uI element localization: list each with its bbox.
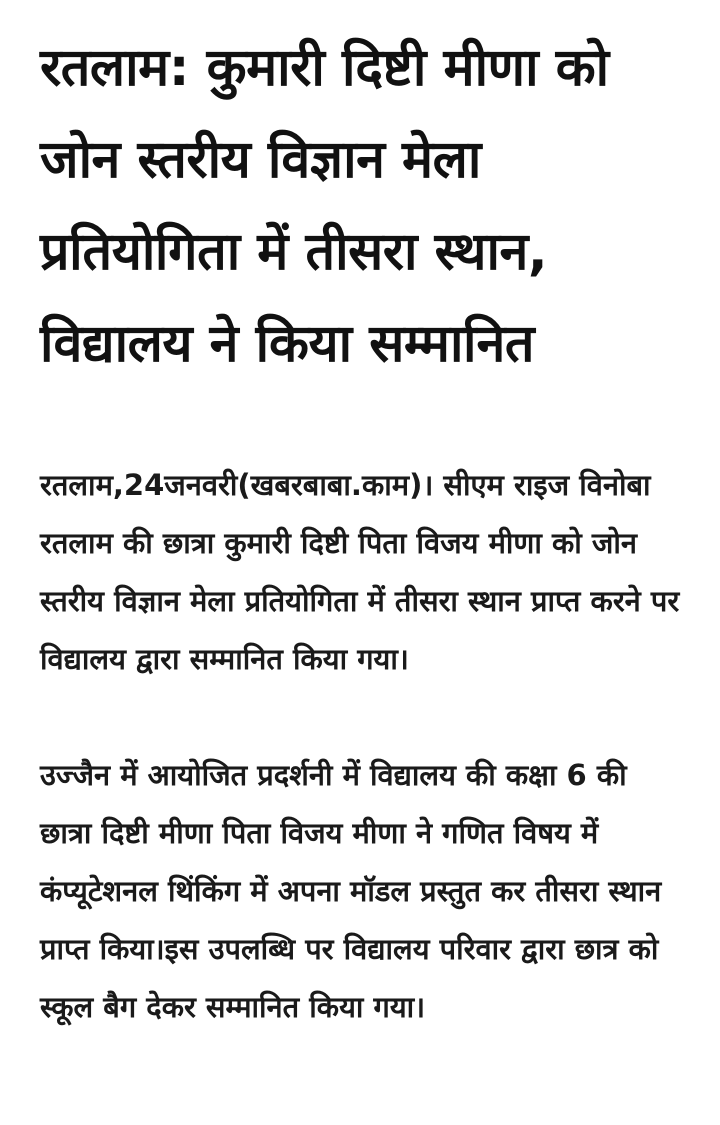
article-headline: रतलाम: कुमारी दिष्टी मीणा को जोन स्तरीय विज्ञान मेला प्रतियोगिता में तीसरा स्थान, विद्यालय ने किया सम्मानित — [40, 38, 609, 374]
article-paragraph-2: उज्जैन में आयोजित प्रदर्शनी में विद्यालय की कक्षा 6 की छात्रा दिष्टी मीणा पिता विजय मीणा ने गणित विषय में कंप्यूटेशनल थिंकिंग में अपना मॉडल प्रस्तुत कर तीसरा स्थान प्राप्त किया।इस उपलब्धि पर विद्यालय परिवार द्वारा छात्र को स्कूल बैग देकर सम्मानित किया गया। — [40, 758, 662, 1024]
article-paragraph-1: रतलाम,24जनवरी(खबरबाबा.काम)। सीएम राइज विनोबा रतलाम की छात्रा कुमारी दिष्टी पिता विजय मीणा को जोन स्तरीय विज्ञान मेला प्रतियोगिता में तीसरा स्थान प्राप्त करने पर विद्यालय द्वारा सम्मानित किया गया। — [40, 468, 680, 676]
